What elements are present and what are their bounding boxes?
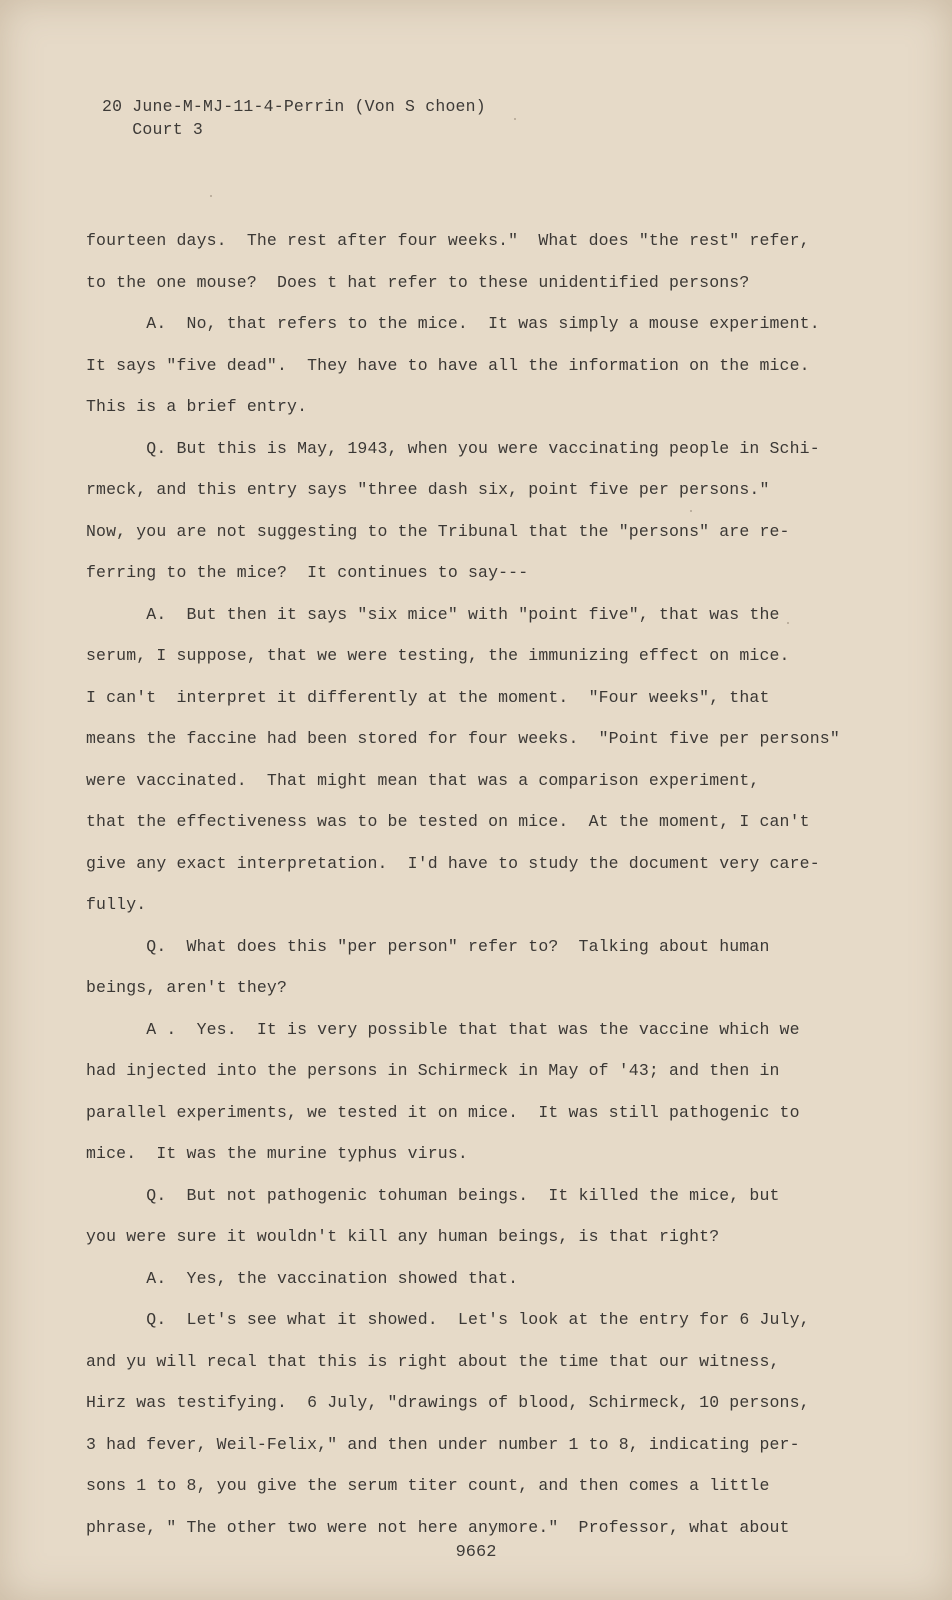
transcript-line: Now, you are not suggesting to the Tribunal that the "persons" are re- (86, 521, 790, 541)
transcript-line: that the effectiveness was to be tested on mice. At the moment, I can't (86, 812, 810, 831)
transcript-line: Q. What does this "per person" refer to? Talking about human (86, 936, 770, 956)
transcript-line: serum, I suppose, that we were testing, the immunizing effect on mice. (86, 646, 790, 665)
transcript-line: had injected into the persons in Schirmeck in May of '43; and then in (86, 1061, 780, 1080)
transcript-line: ferring to the mice? It continues to say--- (86, 563, 529, 582)
transcript-line: means the faccine had been stored for four weeks. "Point five per persons" (86, 729, 840, 748)
paper-speck (514, 118, 516, 120)
transcript-line: Q. Let's see what it showed. Let's look at the entry for 6 July, (86, 1310, 810, 1329)
transcript-line: Q. But this is May, 1943, when you were vaccinating people in Schi- (86, 438, 820, 458)
transcript-line: beings, aren't they? (86, 978, 288, 997)
transcript-body (86, 220, 866, 1548)
transcript-line: were vaccinated. That might mean that was a comparison experiment, (86, 770, 760, 790)
transcript-line: 3 had fever, Weil-Felix," and then under number 1 to 8, indicating per- (86, 1434, 800, 1454)
transcript-line: Q. But not pathogenic tohuman beings. It killed the mice, but (86, 1185, 780, 1205)
paper-speck (210, 195, 212, 197)
header-court-line: Court 3 (102, 120, 204, 139)
transcript-line: This is a brief entry. (86, 397, 308, 416)
transcript-line: to the one mouse? Does t hat refer to these unidentified persons? (86, 272, 750, 292)
transcript-line: A. Yes, the vaccination showed that. (86, 1268, 519, 1288)
header-case-line: 20 June-M-MJ-11-4-Perrin (Von S choen) (102, 97, 486, 116)
transcript-line: you were sure it wouldn't kill any human beings, is that right? (86, 1227, 720, 1246)
document-header (102, 95, 486, 141)
transcript-line: and yu will recal that this is right about the time that our witness, (86, 1351, 780, 1371)
transcript-line: mice. It was the murine typhus virus. (86, 1144, 468, 1163)
transcript-line: rmeck, and this entry says "three dash six, point five per persons." (86, 480, 770, 499)
transcript-line: A. But then it says "six mice" with "point five", that was the (86, 604, 780, 624)
transcript-line: parallel experiments, we tested it on mice. It was still pathogenic to (86, 1102, 800, 1122)
transcript-line: sons 1 to 8, you give the serum titer count, and then comes a little (86, 1476, 770, 1495)
page-number: 9662 (455, 1543, 497, 1562)
transcript-line: I can't interpret it differently at the moment. "Four weeks", that (86, 687, 770, 707)
transcript-line: phrase, " The other two were not here anymore." Professor, what about (86, 1517, 790, 1537)
paper-speck (690, 510, 692, 512)
transcript-line: A. No, that refers to the mice. It was simply a mouse experiment. (86, 314, 820, 333)
transcript-line: fully. (86, 895, 147, 914)
transcript-line: Hirz was testifying. 6 July, "drawings of blood, Schirmeck, 10 persons, (86, 1393, 810, 1412)
paper-speck (787, 622, 789, 624)
transcript-line: A . Yes. It is very possible that that was the vaccine which we (86, 1019, 800, 1039)
transcript-line: fourteen days. The rest after four weeks." What does "the rest" refer, (86, 231, 810, 250)
transcript-line: give any exact interpretation. I'd have to study the document very care- (86, 853, 820, 873)
transcript-line: It says "five dead". They have to have all the information on the mice. (86, 355, 810, 375)
